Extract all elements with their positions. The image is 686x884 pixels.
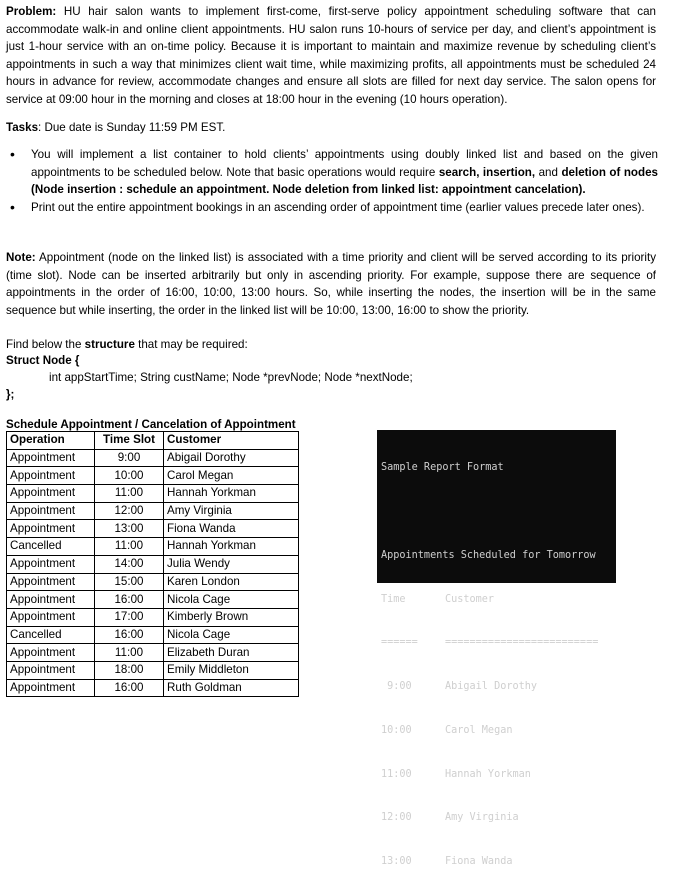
cell-time-slot: 11:00 [95, 644, 164, 662]
cell-customer: Abigail Dorothy [164, 449, 299, 467]
cell-operation: Appointment [7, 608, 95, 626]
struct-head: Struct Node { [6, 354, 80, 367]
table-row [7, 502, 299, 520]
problem-label: Problem: [6, 5, 57, 18]
table-row [7, 449, 299, 467]
cell-customer: Nicola Cage [164, 626, 299, 644]
struct-close: }; [6, 388, 15, 401]
cell-time-slot: 15:00 [95, 573, 164, 591]
report-row [381, 855, 612, 870]
bullet-dot-icon: • [10, 198, 15, 215]
report-col-time: Time [381, 593, 406, 605]
bullet-1-and: and [535, 165, 562, 179]
table-row [7, 573, 299, 591]
bullet-item-1 [6, 146, 658, 199]
bullet-1-bold-2: deletion of nodes (Node insertion : schedule an appointment. Node deletion from linked list: appointment cancelation). [31, 165, 658, 197]
header-customer: Customer [164, 432, 299, 450]
note-label: Note: [6, 251, 36, 264]
note-paragraph [6, 249, 656, 319]
bullet-dot-icon: • [10, 146, 15, 162]
cell-customer: Emily Middleton [164, 661, 299, 679]
cell-operation: Appointment [7, 661, 95, 679]
tasks-text: : Due date is Sunday 11:59 PM EST. [38, 121, 226, 134]
cell-time-slot: 18:00 [95, 661, 164, 679]
cell-time-slot: 9:00 [95, 449, 164, 467]
cell-customer: Nicola Cage [164, 591, 299, 609]
report-separator [381, 636, 612, 651]
cell-time-slot: 16:00 [95, 591, 164, 609]
cell-time-slot: 12:00 [95, 502, 164, 520]
cell-operation: Appointment [7, 679, 95, 697]
cell-customer: Hannah Yorkman [164, 538, 299, 556]
cell-time-slot: 17:00 [95, 608, 164, 626]
report-spacer [381, 505, 612, 520]
cell-time-slot: 16:00 [95, 626, 164, 644]
report-row-time: 12:00 [381, 812, 412, 824]
report-row [381, 680, 612, 695]
tasks-line [6, 119, 225, 136]
table-row [7, 626, 299, 644]
cell-operation: Appointment [7, 644, 95, 662]
report-col-customer: Customer [445, 593, 495, 605]
structure-intro [6, 336, 248, 353]
cell-customer: Amy Virginia [164, 502, 299, 520]
cell-customer: Hannah Yorkman [164, 485, 299, 503]
report-row-customer: Abigail Dorothy [445, 681, 538, 693]
structure-intro-pre: Find below the [6, 338, 85, 351]
report-row [381, 724, 612, 739]
cell-time-slot: 10:00 [95, 467, 164, 485]
cell-time-slot: 11:00 [95, 485, 164, 503]
table-row [7, 644, 299, 662]
table-row [7, 679, 299, 697]
cell-operation: Appointment [7, 573, 95, 591]
report-column-headers [381, 593, 612, 608]
report-heading: Appointments Scheduled for Tomorrow [381, 549, 596, 561]
report-row-time: 11:00 [381, 768, 412, 780]
table-row [7, 555, 299, 573]
task-bullets [6, 146, 658, 216]
report-row [381, 768, 612, 783]
bullet-1-text: You will implement a list container to hold clients’ appointments using doubly linked list and based on the given appointments to be scheduled below. Note that basic operations would require [31, 148, 658, 179]
bullet-1-bold: search, insertion, [438, 165, 536, 179]
report-row-time: 10:00 [381, 724, 412, 736]
cell-operation: Appointment [7, 520, 95, 538]
cell-customer: Carol Megan [164, 467, 299, 485]
cell-operation: Cancelled [7, 538, 95, 556]
table-row [7, 538, 299, 556]
cell-customer: Ruth Goldman [164, 679, 299, 697]
report-row-customer: Hannah Yorkman [445, 768, 531, 780]
table-row [7, 661, 299, 679]
report-row-customer: Fiona Wanda [445, 856, 513, 868]
tasks-label: Tasks [6, 121, 39, 134]
problem-paragraph [6, 3, 656, 109]
header-operation: Operation [7, 432, 95, 450]
cell-operation: Appointment [7, 467, 95, 485]
report-sep-time: ====== [381, 637, 418, 649]
cell-operation: Appointment [7, 591, 95, 609]
report-row-customer: Amy Virginia [445, 812, 519, 824]
cell-time-slot: 14:00 [95, 555, 164, 573]
schedule-table [6, 431, 299, 697]
table-row [7, 467, 299, 485]
report-row [381, 811, 612, 826]
cell-time-slot: 16:00 [95, 679, 164, 697]
report-row-time: 13:00 [381, 856, 412, 868]
cell-time-slot: 11:00 [95, 538, 164, 556]
structure-intro-bold: structure [84, 338, 135, 351]
table-row [7, 520, 299, 538]
report-row-customer: Carol Megan [445, 724, 513, 736]
report-title: Sample Report Format [381, 462, 504, 474]
cell-operation: Cancelled [7, 626, 95, 644]
table-row [7, 608, 299, 626]
table-header-row [7, 432, 299, 450]
cell-operation: Appointment [7, 485, 95, 503]
cell-customer: Kimberly Brown [164, 608, 299, 626]
sample-report-console [377, 430, 616, 868]
note-text: Appointment (node on the linked list) is associated with a time priority and client will be served according to its priority (time slot). Node can be inserted arbitrarily but only in ascending priority. For example, suppose there are sequence of appointments in the order of 16:00, 10:00, 13:00 hours. So, while inserting the nodes, the insertion will be in the same sequence but while inserting, the order in the linked list will be 10:00, 13:00, 16:00 to show the priority. [6, 251, 656, 317]
report-sep-customer: ========================= [445, 637, 599, 649]
cell-operation: Appointment [7, 555, 95, 573]
structure-intro-post: that may be required: [134, 338, 248, 351]
cell-customer: Elizabeth Duran [164, 644, 299, 662]
cell-time-slot: 13:00 [95, 520, 164, 538]
table-row [7, 591, 299, 609]
schedule-title: Schedule Appointment / Cancelation of Appointment [6, 418, 296, 431]
bullet-2-text: Print out the entire appointment bookings in an ascending order of appointment time (earlier values precede later ones). [31, 200, 645, 214]
report-row-time: 9:00 [381, 681, 412, 693]
bullet-item-2 [6, 199, 658, 217]
cell-customer: Fiona Wanda [164, 520, 299, 538]
cell-operation: Appointment [7, 449, 95, 467]
cell-operation: Appointment [7, 502, 95, 520]
struct-body: int appStartTime; String custName; Node *prevNode; Node *nextNode; [49, 371, 413, 384]
cell-customer: Julia Wendy [164, 555, 299, 573]
table-row [7, 485, 299, 503]
problem-text: HU hair salon wants to implement first-come, first-serve policy appointment scheduling software that can accommodate walk-in and online client appointments. HU salon runs 10-hours of service per day, and client’s appointment is just 1-hour service with an on-time policy. Because it is important to maintain and maximize revenue by scheduling client’s appointments in such a way that minimizes client wait time, while maximizing profits, all appointments must be scheduled 24 hours in advance for review, accommodate changes and ensure all slots are filled for next day service. The salon opens for service at 09:00 hour in the morning and closes at 18:00 hour in the evening (10 hours operation). [6, 5, 656, 106]
cell-customer: Karen London [164, 573, 299, 591]
header-time-slot: Time Slot [95, 432, 164, 450]
